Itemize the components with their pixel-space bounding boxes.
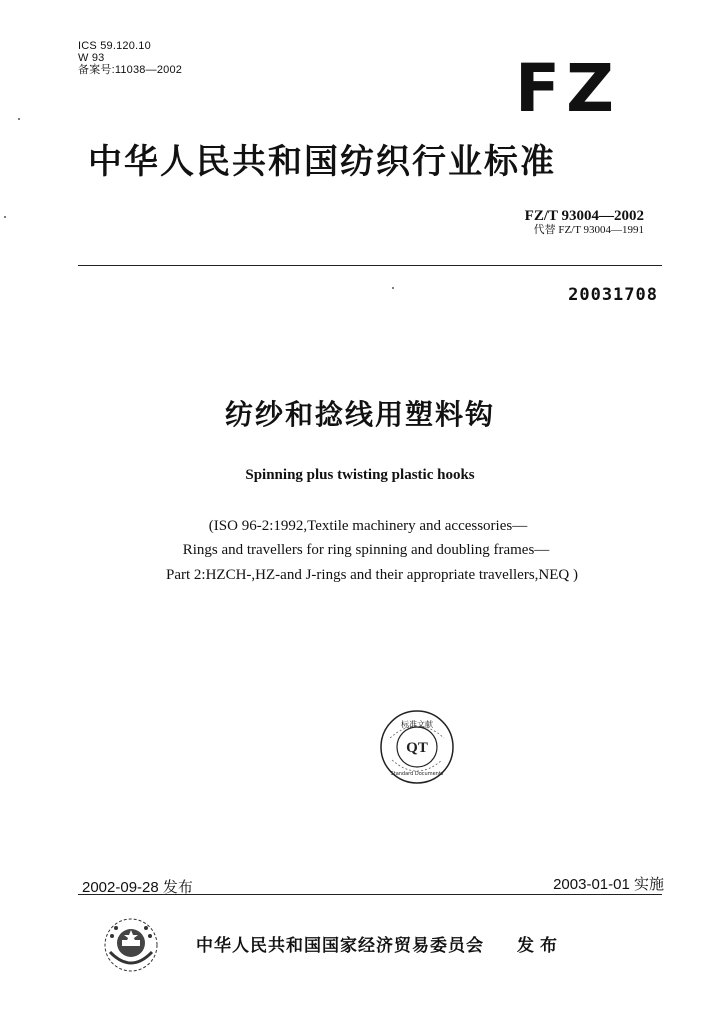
seal-ring-top-text: 标准文献 [401, 720, 433, 729]
ics-code: ICS 59.120.10 [78, 40, 151, 52]
document-code: 20031708 [568, 285, 658, 305]
seal-center-text: QT [406, 740, 428, 756]
implementation-date: 2003-01-01 实施 [553, 876, 664, 893]
standard-number: FZ/T 93004—2002 [524, 208, 644, 224]
document-title-en: Spinning plus twisting plastic hooks [245, 467, 475, 483]
seal-ring-bottom-text: Standard Documents [390, 771, 444, 777]
national-emblem-icon [102, 916, 160, 974]
issuer-action: 发布 [517, 936, 563, 956]
scan-speck [18, 118, 20, 120]
scan-speck [4, 216, 6, 218]
bottom-divider [78, 894, 662, 895]
top-divider [78, 265, 662, 266]
category-code: W 93 [78, 52, 105, 64]
issue-date: 2002-09-28 发布 [82, 879, 193, 896]
scan-speck [392, 287, 394, 289]
standard-replaces: 代替 FZ/T 93004—1991 [533, 224, 644, 236]
iso-reference-line-2: Rings and travellers for ring spinning and doubling frames— [182, 542, 550, 558]
issuer-name: 中华人民共和国国家经济贸易委员会 [196, 936, 484, 956]
standard-title: 中华人民共和国纺织行业标准 [88, 142, 556, 182]
filing-number: 备案号:11038—2002 [78, 64, 183, 76]
document-title-cn: 纺纱和捻线用塑料钩 [224, 398, 495, 431]
iso-reference-line-1: (ISO 96-2:1992,Textile machinery and accessories— [208, 518, 528, 534]
fz-logo: FZ [515, 50, 620, 127]
iso-reference-line-3: Part 2:HZCH-,HZ-and J-rings and their appropriate travellers,NEQ ) [166, 567, 578, 583]
library-seal-icon [378, 708, 456, 786]
